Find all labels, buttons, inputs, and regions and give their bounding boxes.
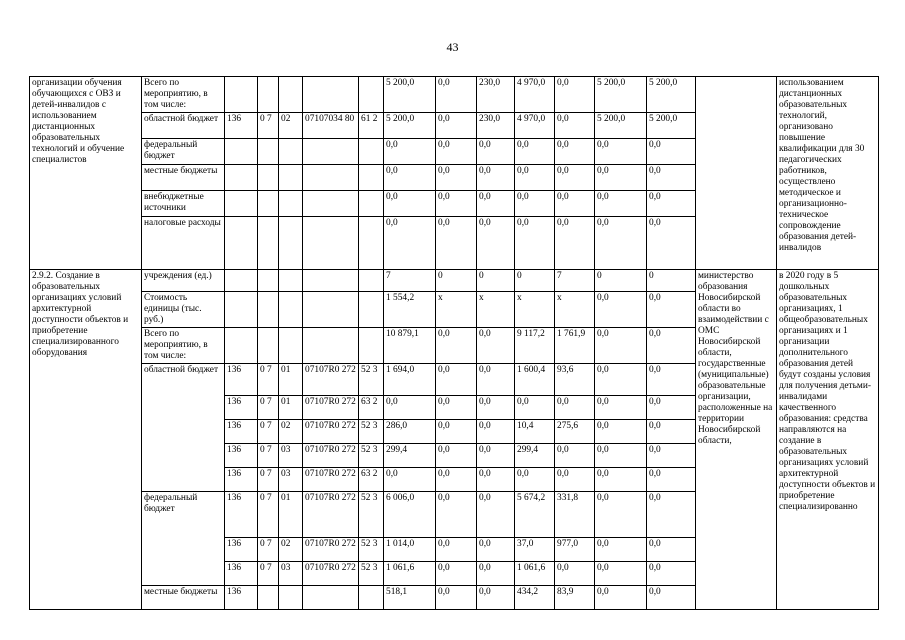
- value-cell-v6: 5 200,0: [595, 77, 647, 113]
- value-cell-v6: 0,0: [595, 328, 647, 364]
- value-cell-v2: 0,0: [436, 165, 477, 191]
- value-cell-rz: [258, 586, 279, 610]
- result-cell: в 2020 году в 5 дошкольных образовательных организациях, 1 общеобразовательных организациях и 1 организации дополнительного образования детей будут созданы условия для получения детьми-инвалидами качественного образования: средства направляются на создание в образовательных организациях условий архитектурной доступности объектов и приобретение специализированно: [777, 270, 879, 610]
- value-cell-v5: x: [555, 292, 595, 328]
- value-cell-v5: 0,0: [555, 217, 595, 270]
- value-cell-csr: [303, 328, 359, 364]
- value-cell-v7: 0,0: [647, 328, 696, 364]
- event-name-cell: 2.9.2. Создание в образовательных организациях условий архитектурной доступности объектов и приобретение специализированного оборудования: [30, 270, 142, 610]
- value-cell-v5: 977,0: [555, 538, 595, 562]
- funding-source-cell: Всего по мероприятию, в том числе:: [142, 328, 225, 364]
- value-cell-rz: [258, 77, 279, 113]
- value-cell-v6: 0,0: [595, 586, 647, 610]
- value-cell-v2: 0,0: [436, 217, 477, 270]
- value-cell-v2: 0,0: [436, 586, 477, 610]
- value-cell-pr: [279, 270, 303, 292]
- value-cell-grbs: 136: [225, 364, 258, 396]
- value-cell-v3: 0,0: [477, 444, 515, 468]
- value-cell-pr: 02: [279, 420, 303, 444]
- value-cell-grbs: [225, 270, 258, 292]
- funding-source-cell: внебюджетные источники: [142, 191, 225, 217]
- value-cell-pr: [279, 586, 303, 610]
- value-cell-v4: 5 674,2: [515, 492, 555, 538]
- value-cell-pr: [279, 217, 303, 270]
- value-cell-v6: 0,0: [595, 396, 647, 420]
- value-cell-vr: 63 2: [359, 396, 384, 420]
- value-cell-vr: 52 3: [359, 444, 384, 468]
- value-cell-rz: 0 7: [258, 420, 279, 444]
- value-cell-grbs: 136: [225, 113, 258, 139]
- value-cell-v4: 0: [515, 270, 555, 292]
- value-cell-vr: [359, 292, 384, 328]
- value-cell-v3: 0,0: [477, 328, 515, 364]
- value-cell-pr: 02: [279, 113, 303, 139]
- value-cell-grbs: [225, 217, 258, 270]
- value-cell-csr: [303, 217, 359, 270]
- value-cell-v5: 83,9: [555, 586, 595, 610]
- page-number: 43: [446, 40, 459, 54]
- table-row: [30, 77, 879, 113]
- value-cell-v7: 0,0: [647, 396, 696, 420]
- value-cell-rz: 0 7: [258, 113, 279, 139]
- value-cell-vr: 52 3: [359, 364, 384, 396]
- value-cell-rz: [258, 292, 279, 328]
- value-cell-pr: 02: [279, 538, 303, 562]
- value-cell-v6: 0,0: [595, 191, 647, 217]
- value-cell-v7: 0,0: [647, 468, 696, 492]
- value-cell-v3: 230,0: [477, 113, 515, 139]
- value-cell-vr: 61 2: [359, 113, 384, 139]
- value-cell-v1: 0,0: [384, 468, 436, 492]
- value-cell-v5: 0,0: [555, 444, 595, 468]
- value-cell-v1: 5 200,0: [384, 77, 436, 113]
- value-cell-v1: 0,0: [384, 396, 436, 420]
- value-cell-v4: x: [515, 292, 555, 328]
- value-cell-v1: 0,0: [384, 191, 436, 217]
- value-cell-grbs: [225, 328, 258, 364]
- value-cell-v1: 299,4: [384, 444, 436, 468]
- value-cell-v2: 0,0: [436, 328, 477, 364]
- funding-source-cell: учреждения (ед.): [142, 270, 225, 292]
- value-cell-v1: 286,0: [384, 420, 436, 444]
- value-cell-v5: 0,0: [555, 468, 595, 492]
- value-cell-v6: 0,0: [595, 165, 647, 191]
- value-cell-v4: 4 970,0: [515, 113, 555, 139]
- value-cell-v3: x: [477, 292, 515, 328]
- value-cell-vr: [359, 328, 384, 364]
- value-cell-v5: 0,0: [555, 139, 595, 165]
- value-cell-v3: 0,0: [477, 586, 515, 610]
- budget-table: [29, 76, 879, 610]
- funding-source-cell: областной бюджет: [142, 364, 225, 492]
- value-cell-grbs: 136: [225, 492, 258, 538]
- value-cell-vr: [359, 77, 384, 113]
- value-cell-v2: 0,0: [436, 77, 477, 113]
- value-cell-pr: 03: [279, 468, 303, 492]
- value-cell-rz: [258, 191, 279, 217]
- value-cell-v6: 0,0: [595, 538, 647, 562]
- value-cell-vr: [359, 139, 384, 165]
- value-cell-v6: 0,0: [595, 492, 647, 538]
- value-cell-v3: 0,0: [477, 139, 515, 165]
- value-cell-v4: 1 600,4: [515, 364, 555, 396]
- value-cell-vr: 52 3: [359, 538, 384, 562]
- value-cell-vr: [359, 165, 384, 191]
- value-cell-csr: [303, 191, 359, 217]
- value-cell-v1: 1 061,6: [384, 562, 436, 586]
- value-cell-v6: 0,0: [595, 444, 647, 468]
- value-cell-v6: 0,0: [595, 217, 647, 270]
- value-cell-pr: [279, 165, 303, 191]
- value-cell-v4: 0,0: [515, 396, 555, 420]
- value-cell-grbs: 136: [225, 468, 258, 492]
- value-cell-v5: 0,0: [555, 77, 595, 113]
- value-cell-rz: 0 7: [258, 468, 279, 492]
- value-cell-pr: 03: [279, 444, 303, 468]
- value-cell-vr: [359, 191, 384, 217]
- value-cell-v6: 5 200,0: [595, 113, 647, 139]
- value-cell-vr: 52 3: [359, 420, 384, 444]
- value-cell-v5: 93,6: [555, 364, 595, 396]
- funding-source-cell: федеральный бюджет: [142, 139, 225, 165]
- value-cell-csr: [303, 586, 359, 610]
- value-cell-v7: 0,0: [647, 444, 696, 468]
- funding-source-cell: областной бюджет: [142, 113, 225, 139]
- value-cell-rz: [258, 270, 279, 292]
- value-cell-grbs: 136: [225, 538, 258, 562]
- value-cell-v1: 0,0: [384, 165, 436, 191]
- value-cell-v3: 0,0: [477, 396, 515, 420]
- value-cell-grbs: 136: [225, 420, 258, 444]
- value-cell-v2: 0,0: [436, 492, 477, 538]
- funding-source-cell: местные бюджеты: [142, 165, 225, 191]
- value-cell-csr: 07107R0 272: [303, 562, 359, 586]
- value-cell-v3: 0,0: [477, 191, 515, 217]
- value-cell-csr: 07107R0 272: [303, 492, 359, 538]
- value-cell-rz: 0 7: [258, 492, 279, 538]
- value-cell-pr: [279, 139, 303, 165]
- value-cell-v5: 1 761,9: [555, 328, 595, 364]
- value-cell-rz: 0 7: [258, 396, 279, 420]
- value-cell-pr: 01: [279, 492, 303, 538]
- value-cell-v5: 0,0: [555, 396, 595, 420]
- value-cell-v7: 0,0: [647, 364, 696, 396]
- value-cell-v7: 5 200,0: [647, 77, 696, 113]
- value-cell-v5: 7: [555, 270, 595, 292]
- value-cell-grbs: 136: [225, 586, 258, 610]
- value-cell-v5: 331,8: [555, 492, 595, 538]
- value-cell-pr: 01: [279, 396, 303, 420]
- value-cell-pr: [279, 328, 303, 364]
- value-cell-v4: 0,0: [515, 468, 555, 492]
- value-cell-vr: [359, 270, 384, 292]
- result-cell: использованием дистанционных образовательных технологий, организовано повышение квалификации для 30 педагогических работников, осуществлено методическое и организационно-техническое сопровождение образования детей-инвалидов: [777, 77, 879, 270]
- value-cell-v4: 0,0: [515, 165, 555, 191]
- value-cell-v1: 10 879,1: [384, 328, 436, 364]
- value-cell-grbs: [225, 165, 258, 191]
- funding-source-cell: налоговые расходы: [142, 217, 225, 270]
- value-cell-csr: 07107R0 272: [303, 468, 359, 492]
- value-cell-grbs: [225, 191, 258, 217]
- value-cell-v4: 9 117,2: [515, 328, 555, 364]
- funding-source-cell: местные бюджеты: [142, 586, 225, 610]
- value-cell-v5: 0,0: [555, 113, 595, 139]
- value-cell-v3: 0,0: [477, 468, 515, 492]
- value-cell-grbs: [225, 139, 258, 165]
- value-cell-v1: 6 006,0: [384, 492, 436, 538]
- value-cell-v2: 0,0: [436, 444, 477, 468]
- value-cell-v3: 0,0: [477, 492, 515, 538]
- value-cell-pr: [279, 191, 303, 217]
- value-cell-v2: 0,0: [436, 420, 477, 444]
- value-cell-v4: 1 061,6: [515, 562, 555, 586]
- value-cell-csr: 07107R0 272: [303, 444, 359, 468]
- value-cell-rz: [258, 217, 279, 270]
- value-cell-v7: 0,0: [647, 165, 696, 191]
- value-cell-v4: 299,4: [515, 444, 555, 468]
- value-cell-v3: 230,0: [477, 77, 515, 113]
- value-cell-rz: 0 7: [258, 562, 279, 586]
- value-cell-csr: 07107R0 272: [303, 420, 359, 444]
- value-cell-v6: 0,0: [595, 420, 647, 444]
- value-cell-v4: 37,0: [515, 538, 555, 562]
- value-cell-v2: 0,0: [436, 562, 477, 586]
- value-cell-pr: 03: [279, 562, 303, 586]
- value-cell-v4: 0,0: [515, 191, 555, 217]
- value-cell-grbs: [225, 77, 258, 113]
- value-cell-vr: 52 3: [359, 562, 384, 586]
- value-cell-v3: 0,0: [477, 217, 515, 270]
- value-cell-v3: 0,0: [477, 165, 515, 191]
- value-cell-rz: 0 7: [258, 444, 279, 468]
- value-cell-rz: [258, 328, 279, 364]
- value-cell-v4: 434,2: [515, 586, 555, 610]
- value-cell-v7: 0,0: [647, 562, 696, 586]
- value-cell-csr: [303, 270, 359, 292]
- value-cell-grbs: 136: [225, 444, 258, 468]
- value-cell-csr: 07107R0 272: [303, 396, 359, 420]
- funding-source-cell: федеральный бюджет: [142, 492, 225, 586]
- value-cell-grbs: 136: [225, 562, 258, 586]
- value-cell-csr: 07107034 80: [303, 113, 359, 139]
- value-cell-rz: [258, 165, 279, 191]
- value-cell-v7: 0,0: [647, 217, 696, 270]
- value-cell-v2: 0,0: [436, 191, 477, 217]
- value-cell-v3: 0,0: [477, 420, 515, 444]
- value-cell-v2: 0,0: [436, 364, 477, 396]
- value-cell-v6: 0,0: [595, 292, 647, 328]
- value-cell-v4: 10,4: [515, 420, 555, 444]
- value-cell-csr: 07107R0 272: [303, 538, 359, 562]
- value-cell-v7: 0,0: [647, 191, 696, 217]
- value-cell-rz: 0 7: [258, 364, 279, 396]
- value-cell-v2: 0,0: [436, 113, 477, 139]
- value-cell-v6: 0,0: [595, 562, 647, 586]
- value-cell-csr: [303, 165, 359, 191]
- value-cell-v4: 0,0: [515, 217, 555, 270]
- value-cell-v6: 0,0: [595, 364, 647, 396]
- value-cell-rz: 0 7: [258, 538, 279, 562]
- value-cell-csr: 07107R0 272: [303, 364, 359, 396]
- value-cell-v2: 0,0: [436, 139, 477, 165]
- value-cell-vr: 52 3: [359, 492, 384, 538]
- value-cell-v2: 0,0: [436, 468, 477, 492]
- value-cell-v1: 518,1: [384, 586, 436, 610]
- value-cell-vr: [359, 217, 384, 270]
- value-cell-vr: 63 2: [359, 468, 384, 492]
- value-cell-v3: 0,0: [477, 538, 515, 562]
- table-row: [30, 270, 879, 292]
- value-cell-v4: 0,0: [515, 139, 555, 165]
- value-cell-grbs: [225, 292, 258, 328]
- value-cell-v5: 0,0: [555, 562, 595, 586]
- value-cell-csr: [303, 292, 359, 328]
- value-cell-v6: 0,0: [595, 139, 647, 165]
- value-cell-v2: 0: [436, 270, 477, 292]
- value-cell-pr: [279, 77, 303, 113]
- value-cell-v3: 0,0: [477, 562, 515, 586]
- value-cell-v2: 0,0: [436, 538, 477, 562]
- value-cell-v7: 5 200,0: [647, 113, 696, 139]
- value-cell-v4: 4 970,0: [515, 77, 555, 113]
- value-cell-v7: 0,0: [647, 420, 696, 444]
- value-cell-pr: [279, 292, 303, 328]
- value-cell-v5: 275,6: [555, 420, 595, 444]
- value-cell-v1: 1 694,0: [384, 364, 436, 396]
- value-cell-v7: 0,0: [647, 139, 696, 165]
- value-cell-v1: 7: [384, 270, 436, 292]
- value-cell-v3: 0,0: [477, 364, 515, 396]
- value-cell-v7: 0,0: [647, 292, 696, 328]
- executor-cell: [696, 77, 777, 270]
- value-cell-v1: 1 014,0: [384, 538, 436, 562]
- value-cell-csr: [303, 139, 359, 165]
- value-cell-v5: 0,0: [555, 165, 595, 191]
- value-cell-v1: 0,0: [384, 217, 436, 270]
- value-cell-v3: 0: [477, 270, 515, 292]
- funding-source-cell: Стоимость единицы (тыс. руб.): [142, 292, 225, 328]
- value-cell-v7: 0,0: [647, 538, 696, 562]
- executor-cell: министерство образования Новосибирской области во взаимодействии с ОМС Новосибирской области, государственные (муниципальные) образовательные организации, расположенные на территории Новосибирской области,: [696, 270, 777, 610]
- value-cell-vr: [359, 586, 384, 610]
- value-cell-pr: 01: [279, 364, 303, 396]
- event-name-cell: организации обучения обучающихся с ОВЗ и детей-инвалидов с использованием дистанционных образовательных технологий и обучение специалистов: [30, 77, 142, 270]
- value-cell-v7: 0,0: [647, 586, 696, 610]
- value-cell-v6: 0: [595, 270, 647, 292]
- value-cell-v1: 0,0: [384, 139, 436, 165]
- value-cell-v6: 0,0: [595, 468, 647, 492]
- value-cell-v2: x: [436, 292, 477, 328]
- value-cell-v2: 0,0: [436, 396, 477, 420]
- value-cell-v7: 0: [647, 270, 696, 292]
- value-cell-rz: [258, 139, 279, 165]
- value-cell-v1: 5 200,0: [384, 113, 436, 139]
- value-cell-v1: 1 554,2: [384, 292, 436, 328]
- value-cell-csr: [303, 77, 359, 113]
- funding-source-cell: Всего по мероприятию, в том числе:: [142, 77, 225, 113]
- value-cell-grbs: 136: [225, 396, 258, 420]
- value-cell-v7: 0,0: [647, 492, 696, 538]
- value-cell-v5: 0,0: [555, 191, 595, 217]
